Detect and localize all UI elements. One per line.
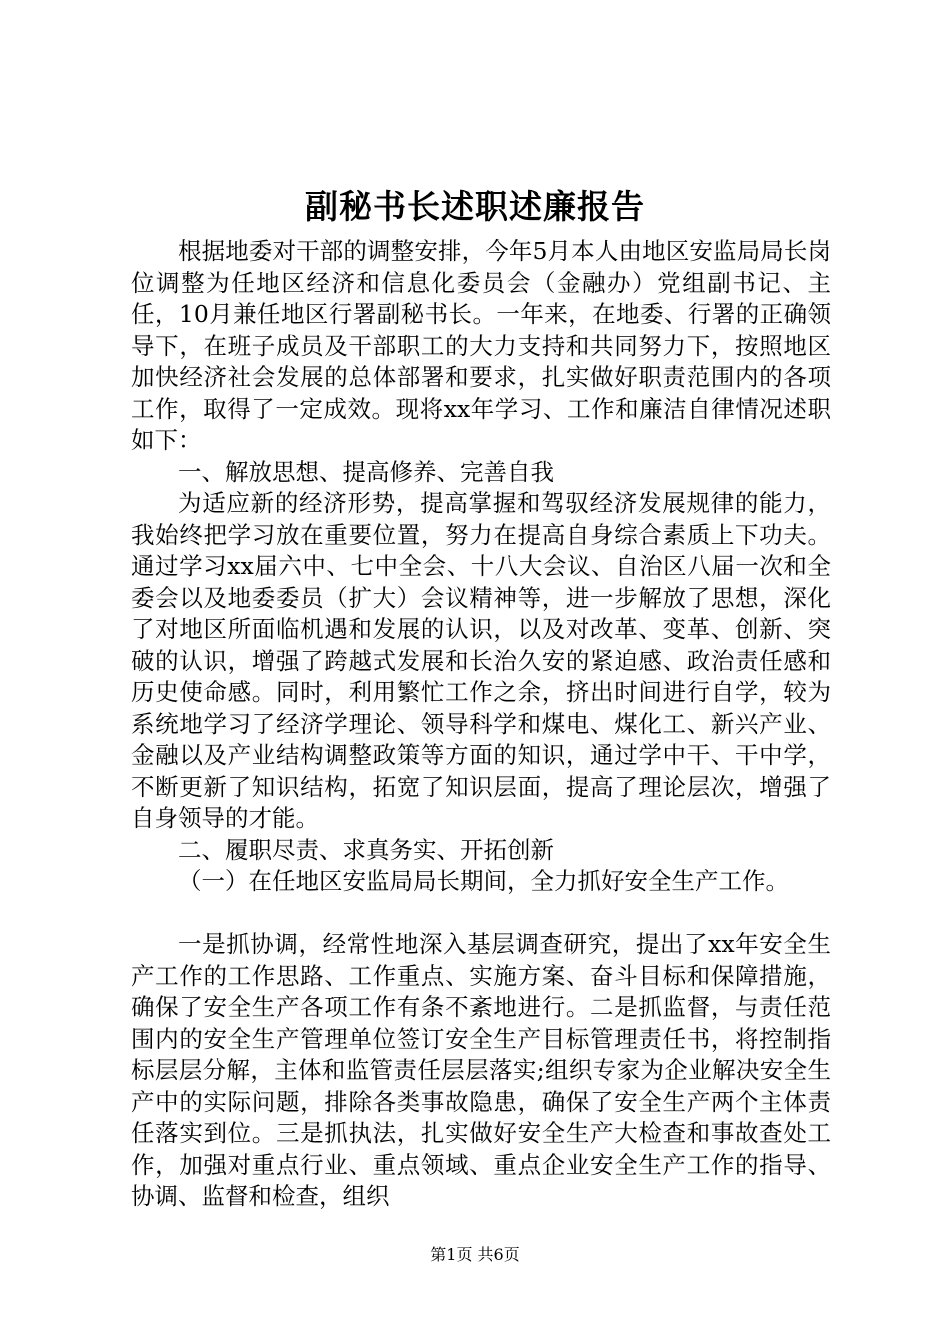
paragraph-study: 为适应新的经济形势，提高掌握和驾驭经济发展规律的能力，我始终把学习放在重要位置，努力在提高自身综合素质上下功夫。通过学习xx届六中、七中全会、十八大会议、自治区八届一次和全委会以及地委委员（扩大）会议精神等，进一步解放了思想，深化了对地区所面临机遇和发展的认识，以及对改革、变革、创新、突破的认识，增强了跨越式发展和长治久安的紧迫感、政治责任感和历史使命感。同时，利用繁忙工作之余，挤出时间进行自学，较为系统地学习了经济学理论、领导科学和煤电、煤化工、新兴产业、金融以及产业结构调整政策等方面的知识，通过学中干、干中学，不断更新了知识结构，拓宽了知识层面，提高了理论层次，增强了自身领导的才能。 — [131, 489, 831, 832]
section-heading-2: 二、履职尽责、求真务实、开拓创新 — [178, 835, 554, 864]
page-footer: 第1页 共6页 — [430, 1245, 520, 1264]
document-body — [131, 236, 831, 1213]
section-heading-1: 一、解放思想、提高修养、完善自我 — [178, 457, 554, 486]
paragraph-intro: 根据地委对干部的调整安排，今年5月本人由地区安监局局长岗位调整为任地区经济和信息化委员会（金融办）党组副书记、主任，10月兼任地区行署副秘书长。一年来，在地委、行署的正确领导下，在班子成员及干部职工的大力支持和共同努力下，按照地区加快经济社会发展的总体部署和要求，扎实做好职责范围内的各项工作，取得了一定成效。现将xx年学习、工作和廉洁自律情况述职如下： — [131, 237, 831, 454]
document-title: 副秘书长述职述廉报告 — [305, 187, 645, 226]
paragraph-safety-work: 一是抓协调，经常性地深入基层调查研究，提出了xx年安全生产工作的工作思路、工作重点、实施方案、奋斗目标和保障措施，确保了安全生产各项工作有条不紊地进行。二是抓监督，与责任范围内的安全生产管理单位签订安全生产目标管理责任书，将控制指标层层分解，主体和监管责任层层落实;组织专家为企业解决安全生产中的实际问题，排除各类事故隐患，确保了安全生产两个主体责任落实到位。三是抓执法，扎实做好安全生产大检查和事故查处工作，加强对重点行业、重点领域、重点企业安全生产工作的指导、协调、监督和检查，组织 — [131, 930, 831, 1210]
subsection-heading-1: （一）在任地区安监局局长期间，全力抓好安全生产工作。 — [178, 867, 789, 895]
